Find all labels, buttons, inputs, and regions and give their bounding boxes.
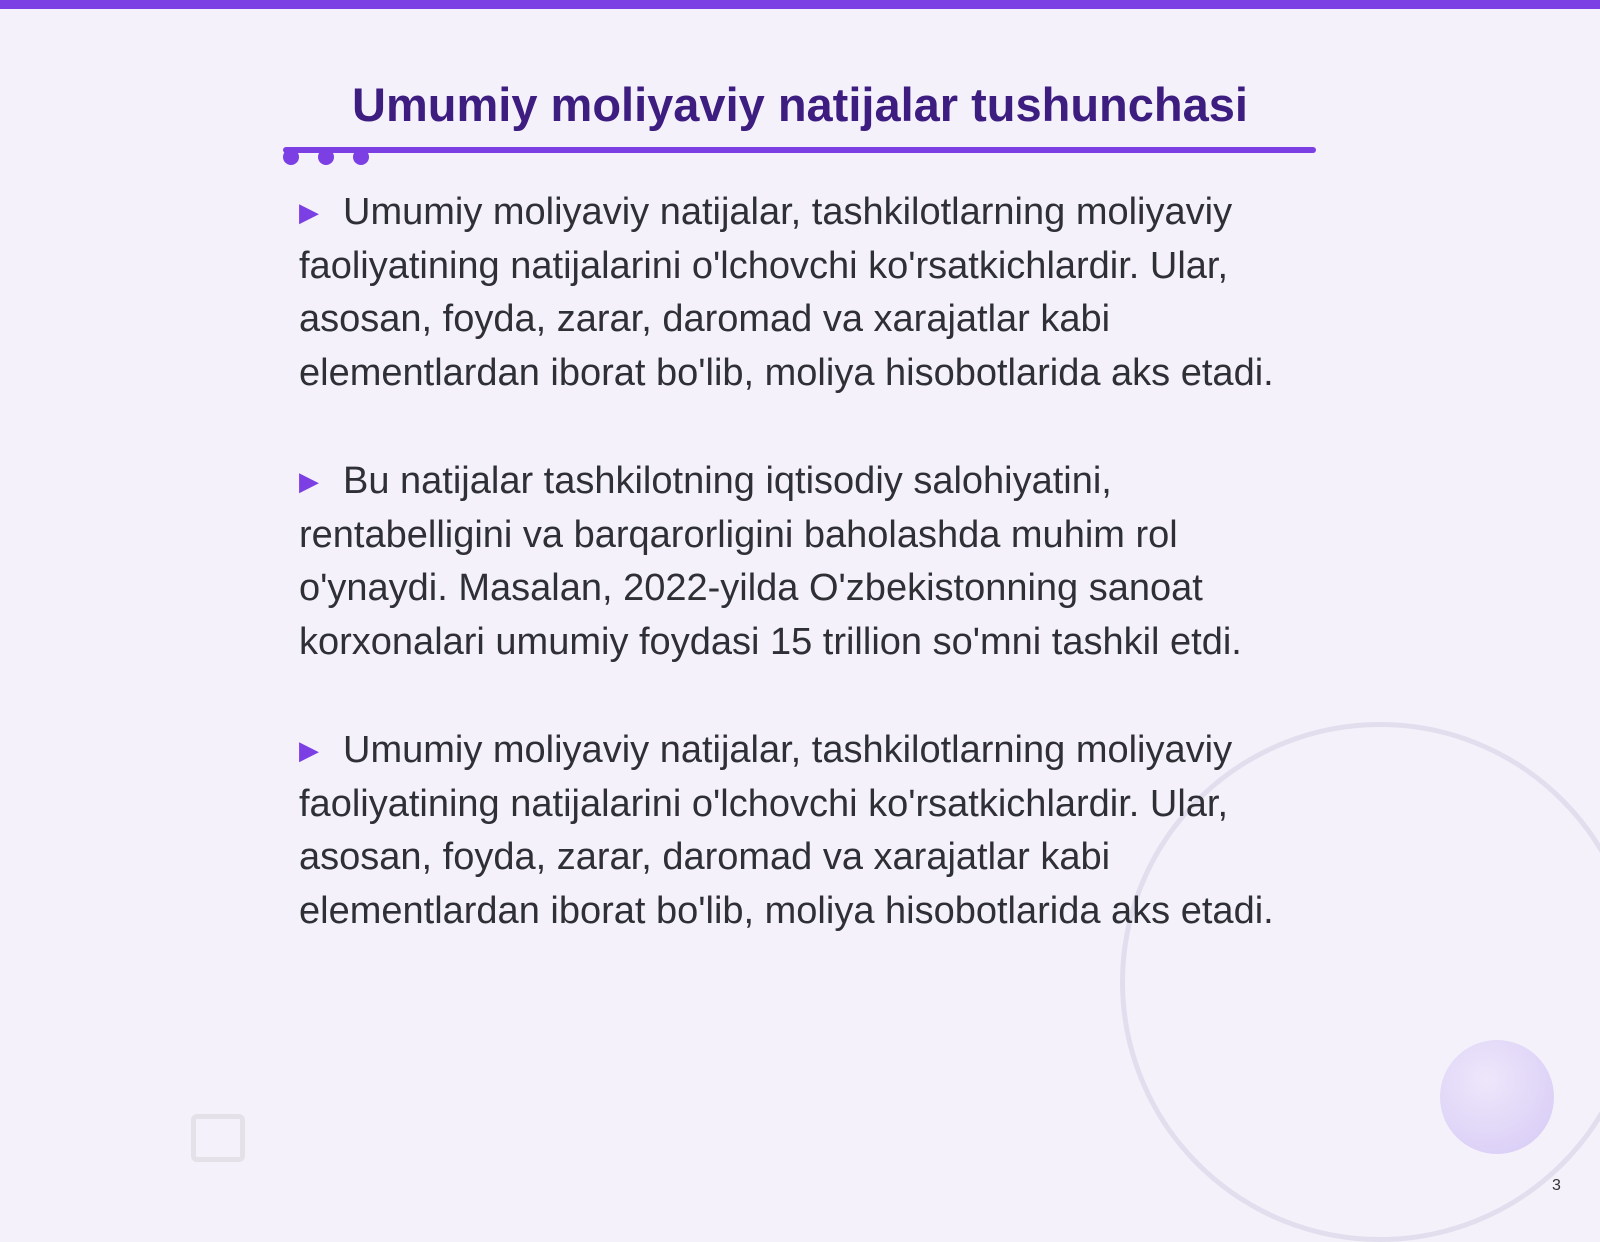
bullet-paragraph-2 [299,455,1309,669]
bullet-text: Umumiy moliyaviy natijalar, tashkilotlarning moliyaviy faoliyatining natijalarini o'lchovchi ko'rsatkichlardir. Ular, asosan, foyda, zarar, daromad va xarajatlar kabi elementlardan iborat bo'lib, moliya hisobotlarida aks etadi. [299,191,1274,394]
page-number: 3 [1552,1177,1561,1194]
bullet-paragraph-3 [299,724,1309,938]
top-accent-bar [0,0,1600,9]
bullet-arrow-icon: ▶ [299,197,319,227]
slide-title: Umumiy moliyaviy natijalar tushunchasi [352,78,1248,131]
bullet-arrow-icon: ▶ [299,735,319,765]
title-dot-1 [283,149,299,165]
title-dot-2 [318,149,334,165]
decorative-square [191,1114,245,1162]
bullet-text: Bu natijalar tashkilotning iqtisodiy salohiyatini, rentabelligini va barqarorligini baholashda muhim rol o'ynaydi. Masalan, 2022-yilda O'zbekistonning sanoat korxonalari umumiy foydasi 15 trillion so'mni tashkil etdi. [299,460,1242,663]
decorative-circle [1440,1040,1554,1154]
bullet-paragraph-1 [299,186,1309,400]
bullet-arrow-icon: ▶ [299,466,319,496]
bullet-text: Umumiy moliyaviy natijalar, tashkilotlarning moliyaviy faoliyatining natijalarini o'lchovchi ko'rsatkichlardir. Ular, asosan, foyda, zarar, daromad va xarajatlar kabi elementlardan iborat bo'lib, moliya hisobotlarida aks etadi. [299,729,1274,932]
title-dot-3 [353,149,369,165]
title-underline [283,147,1316,153]
slide-body [299,186,1309,993]
